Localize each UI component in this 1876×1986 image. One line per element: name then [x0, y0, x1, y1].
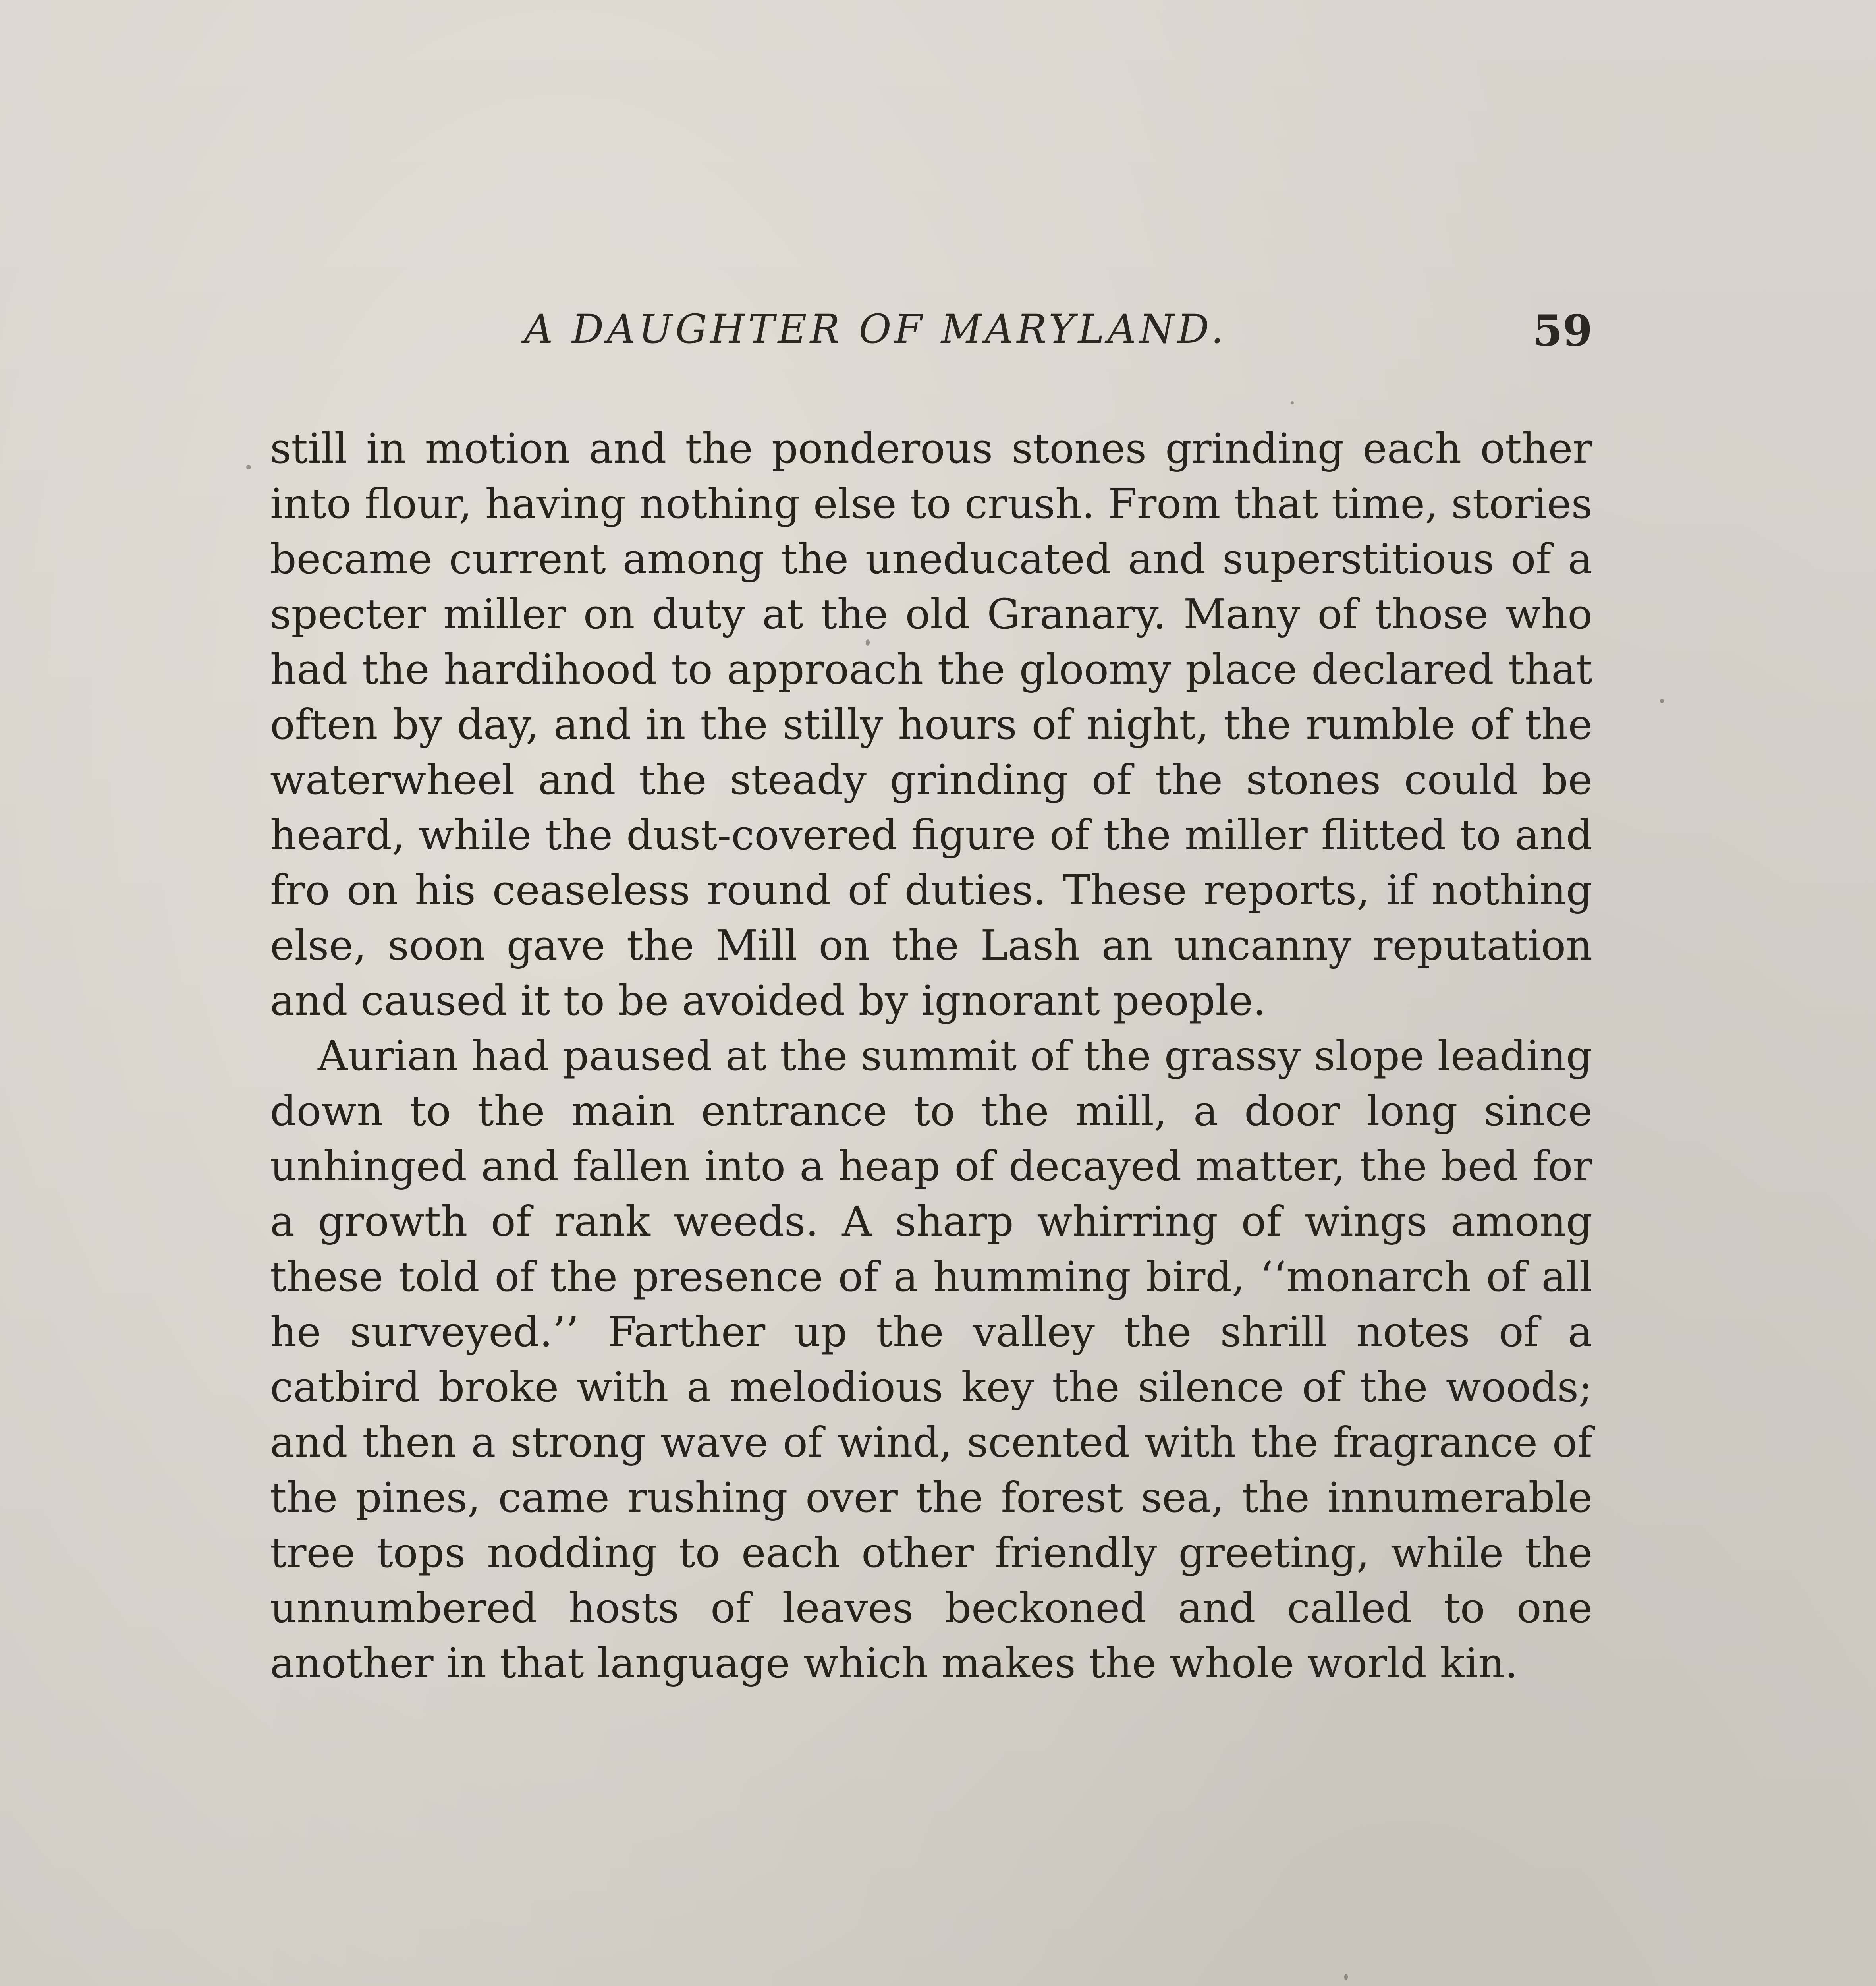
paragraph: still in motion and the ponderous stones grinding each other into flour, having nothing else to crush. From that time, stories became current among the uneducated and superstitious of a specter miller on duty at the old Granary. Many of those who had the hardihood to approach the gloomy place declared that often by day, and in the stilly hours of night, the rumble of the waterwheel and the steady grinding of the stones could be heard, while the dust-covered figure of the miller flitted to and fro on his ceaseless round of duties. These reports, if nothing else, soon gave the Mill on the Lash an uncanny reputation and caused it to be avoided by ignorant people.	[270, 424, 1592, 1025]
paper-speck	[1344, 1974, 1348, 1980]
paper-speck	[1660, 699, 1664, 703]
paper-speck	[1291, 401, 1294, 404]
page-number: 59	[1532, 306, 1592, 356]
paragraph: Aurian had paused at the summit of the grassy slope leading down to the main entrance to the mill, a door long since unhinged and fallen into a heap of decayed matter, the bed for a growth of rank weeds. A sharp whirring of wings among these told of the presence of a humming bird, ‘‘monarch of all he surveyed.’’ Farther up the valley the shrill notes of a catbird broke with a melodious key the silence of the woods; and then a strong wave of wind, scented with the fragrance of the pines, came rushing over the forest sea, the innumerable tree tops nodding to each other friendly greeting, while the unnumbered hosts of leaves beckoned and called to one another in that language which makes the whole world kin.	[270, 1032, 1592, 1687]
page-header	[270, 306, 1592, 369]
paper-speck	[246, 465, 251, 469]
running-head: A DAUGHTER OF MARYLAND.	[524, 306, 1227, 352]
body-text	[270, 421, 1592, 1691]
